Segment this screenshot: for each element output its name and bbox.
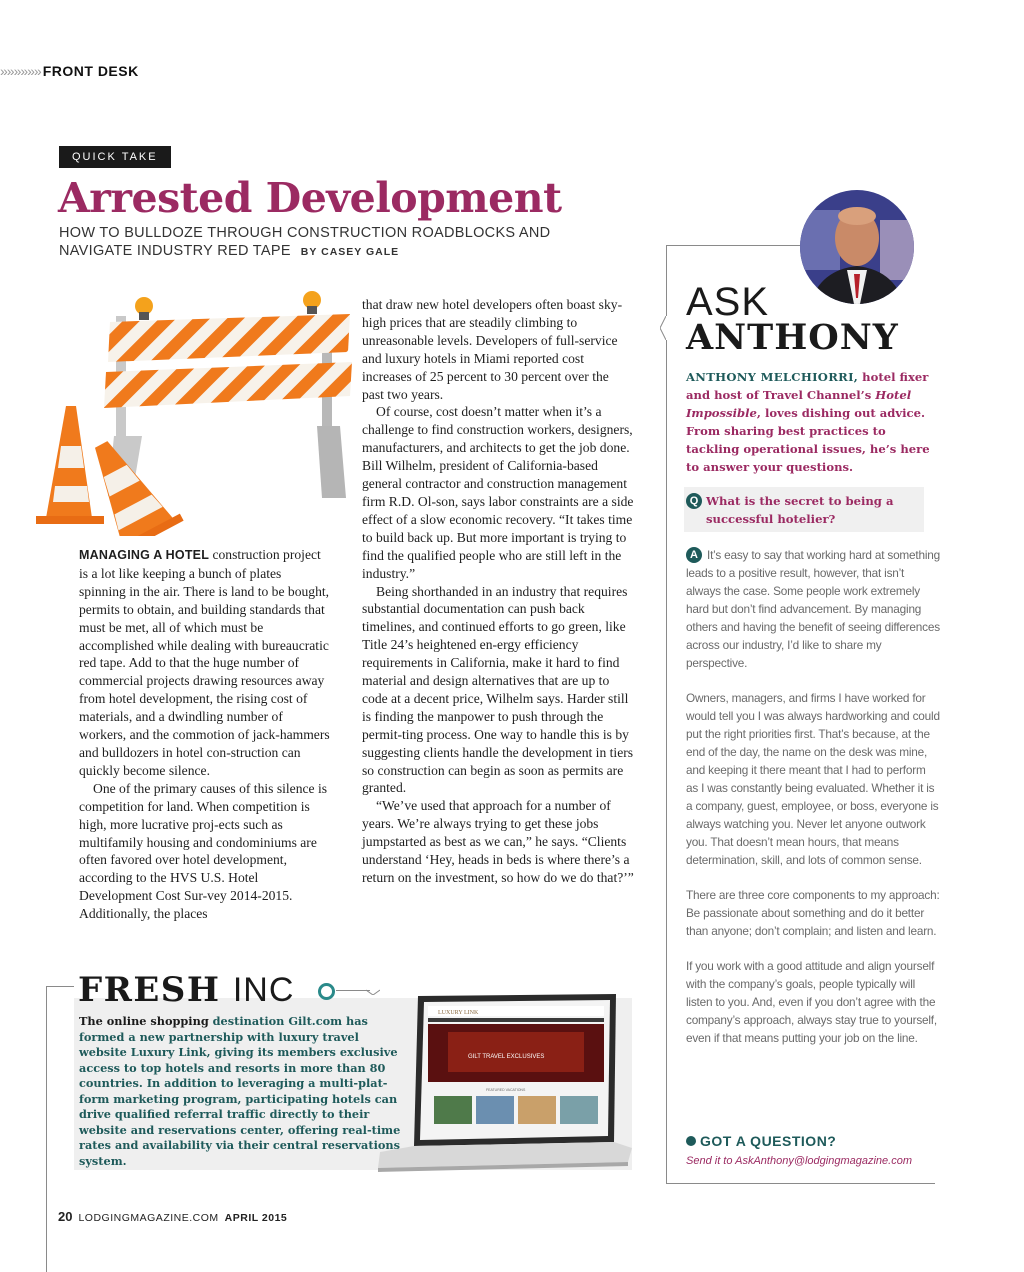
got-a-question: GOT A QUESTION? [686, 1133, 836, 1149]
paragraph: One of the primary causes of this silence is competition for land. When competition is high, more lucrative proj-ects such as multifamily housing and condominiums are often favored over hotel development, according to the HVS U.S. Hotel Development Cost Sur-vey 2014-2015. Additionally, the places [79, 780, 328, 922]
paragraph: “We’ve used that approach for a number of years. We’re always trying to get these jobs jumpstarted as best as we can,” he says. “Clients understand ‘Hey, heads in beds is where there’s a return on the investment, so how do we do that?’” [362, 798, 634, 885]
sidebar-rule [666, 245, 816, 246]
page-footer [58, 1209, 287, 1224]
question-icon: Q [686, 493, 702, 509]
lead-in: MANAGING A HOTEL [79, 548, 210, 562]
email-link[interactable]: Send it to AskAnthony@lodgingmagazine.com [686, 1155, 912, 1167]
bullet-icon [686, 1136, 696, 1146]
screen-logo: LUXURY LINK [438, 1010, 479, 1016]
answer-paragraph: It’s easy to say that working hard at something leads to a positive result, however, that isn’t always the case. Some people work extremely hard but don’t find advancement. By managing others and having the benefit of seeing differences across our industry, I’d like to share my perspective. [686, 548, 941, 670]
anthony-title: ANTHONY [686, 317, 899, 358]
section-label: FRONT DESK [42, 63, 139, 79]
deck-line-2: NAVIGATE INDUSTRY RED TAPE [59, 243, 291, 259]
article-column-2 [362, 296, 634, 887]
screen-banner: GILT TRAVEL EXCLUSIVES [468, 1054, 545, 1060]
fresh-rule [46, 986, 74, 987]
paragraph: Being shorthanded in an industry that requires substantial documentation can push back timelines, and continued efforts to go green, like Title 24’s heightened en-ergy efficiency requirements in California, make it hard to find material and design alternatives that are up to code at a decent price, Wilhelm says. Harder still is finding the manpower to push through the permit-ting process. One way to handle this is by suggesting clients handle the development in tiers so construction can begin as soon as permits are granted. [362, 583, 634, 796]
anthony-portrait [800, 190, 914, 304]
barrier-board [104, 362, 352, 408]
answer-paragraph: If you work with a good attitude and align yourself with the company’s goals, people typically will listen to you. And, even if you don’t agree with the company’s approach, always stay true to yourself, even if that means putting your job on the line. [686, 959, 937, 1045]
article-tag: QUICK TAKE [59, 146, 171, 168]
section-header [0, 63, 139, 79]
byline: BY CASEY GALE [300, 246, 400, 258]
paragraph: that draw new hotel developers often boast sky-high prices that are steadily climbing to unreasonable levels. Developers of full-service and luxury hotels in Miami reported cost increases of 25 percent to 30 percent over the past two years. [362, 297, 623, 402]
page-number: 20 [58, 1209, 73, 1224]
fresh-rule [46, 986, 47, 1272]
sidebar-intro: ANTHONY MELCHIORRI, hotel fixer and host of Travel Channel’s Hotel Impossible, loves dishing out advice. From sharing best practices to tackling operational issues, he’s here to answer your questions. [686, 370, 930, 474]
ask-title: ASK [686, 280, 770, 324]
fresh-rule [336, 990, 370, 991]
chevron-icon: »»»»»» [0, 63, 41, 79]
sidebar-notch [660, 316, 672, 340]
fresh-inc-title: FRESH INC [78, 970, 295, 1010]
answer-icon: A [686, 547, 702, 563]
paragraph: Of course, cost doesn’t matter when it’s a challenge to find construction workers, designers, manufacturers, and architects to get the job done. Bill Wilhelm, president of California-based general contractor and construction management firm R.D. Ol-son, says labor constraints are a side effect of a slow economic recovery. “It takes time to build back up. But more important is trying to find the qualified people who are still left in the industry.” [362, 404, 634, 581]
article-column-1 [79, 546, 331, 923]
barrier-board [108, 314, 350, 362]
fresh-inc-text: The online shopping destination Gilt.com has formed a new partnership with luxury travel website Luxury Link, giving its members exclusive access to top hotels and resorts in more than 80 countries. In addition to leveraging a multi-plat-form marketing program, participating hotels can drive qualified referral traffic directly to their website and reservations center, offering real-time rates and availability via their central reservations system. [79, 1014, 401, 1168]
question-text: What is the secret to being a successful hotelier? [706, 494, 894, 526]
construction-barrier-illustration [22, 286, 352, 536]
circle-icon [318, 983, 335, 1000]
headline: Arrested Development [58, 174, 562, 222]
deck-line-1: HOW TO BULLDOZE THROUGH CONSTRUCTION ROADBLOCKS AND [59, 225, 551, 241]
paragraph: construction project is a lot like keeping a bunch of plates spinning in the air. There is land to be bought, permits to obtain, and building standards that must be met, all of which must be accomplished while dealing with bureaucratic red tape. Add to that the huge number of commercial projects drawing resources away from hotel development, the rising cost of materials, and a dwindling number of workers, and the commotion of jack-hammers and bulldozers in hotel con-struction can quickly become silence. [79, 547, 330, 778]
site-name: LODGINGMAGAZINE.COM [78, 1212, 219, 1224]
laptop-image [378, 992, 633, 1172]
answer-paragraph: There are three core components to my approach: Be passionate about something and do it better than anyone; don’t complain; and listen and learn. [686, 888, 940, 938]
screen-section: FEATURED VACATIONS [486, 1088, 526, 1092]
issue-date: APRIL 2015 [224, 1212, 288, 1224]
answer-text [686, 546, 940, 1064]
deck [59, 224, 619, 261]
answer-paragraph: Owners, managers, and firms I have worked for would tell you I was always hardworking and could put the right priorities first. That’s because, at the end of the day, the name on the desk was mine, and keeping it there meant that I had to perform as I was constantly being evaluated. Whether it is a company, guest, employee, or boss, everyone is always watching you. Never let anyone outwork you. That doesn’t mean hours, that means determination, skill, and lots of common sense. [686, 691, 940, 867]
